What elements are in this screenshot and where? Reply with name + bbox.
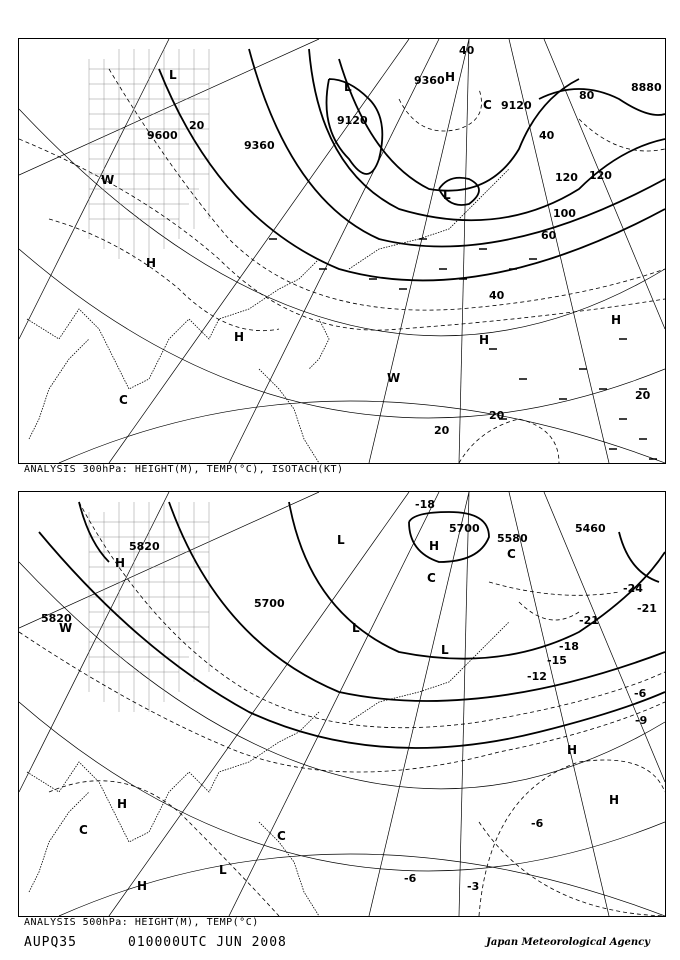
cold-symbol: C xyxy=(119,393,128,407)
height-label: 5820 xyxy=(129,540,160,553)
isotach-labels xyxy=(189,44,651,437)
low-symbol: L xyxy=(441,643,449,657)
height-label: 9600 xyxy=(147,129,178,142)
high-symbol: H xyxy=(137,879,148,893)
valid-time: 010000UTC JUN 2008 xyxy=(128,935,287,950)
meridians xyxy=(19,39,665,463)
low-symbol: L xyxy=(219,863,227,877)
high-symbol: H xyxy=(234,330,245,344)
wind-barbs xyxy=(269,239,657,459)
isotach-label: 20 xyxy=(635,389,651,402)
cold-symbol: C xyxy=(79,823,88,837)
low-symbol: L xyxy=(169,68,177,82)
chart-500hpa xyxy=(18,491,666,917)
isotach-label: 80 xyxy=(579,89,595,102)
warm-symbol: W xyxy=(59,621,73,635)
height-label: 9120 xyxy=(501,99,532,112)
high-symbol: H xyxy=(479,333,490,347)
temp-labels xyxy=(404,498,657,893)
height-label: 5820 xyxy=(41,612,72,625)
high-symbol: H xyxy=(117,797,128,811)
isotach-label: 40 xyxy=(539,129,555,142)
high-symbol: H xyxy=(609,793,620,807)
temp-label: -18 xyxy=(415,498,435,511)
high-symbol: H xyxy=(115,556,126,570)
height-label: 9360 xyxy=(414,74,445,87)
isotach-label: 20 xyxy=(434,424,450,437)
temp-label: -6 xyxy=(634,687,647,700)
parallels xyxy=(19,109,665,463)
coastlines xyxy=(27,169,509,463)
height-label: 9360 xyxy=(244,139,275,152)
caption-300hpa: ANALYSIS 300hPa: HEIGHT(M), TEMP(°C), ISOTACH(KT) xyxy=(24,464,344,475)
height-label: 5460 xyxy=(575,522,606,535)
cold-symbol: C xyxy=(507,547,516,561)
hatch-area xyxy=(89,49,209,259)
temp-label: -9 xyxy=(635,714,648,727)
temp-label: -21 xyxy=(579,614,599,627)
low-symbol: L xyxy=(443,188,451,202)
caption-500hpa: ANALYSIS 500hPa: HEIGHT(M), TEMP(°C) xyxy=(24,917,259,928)
temp-label: -24 xyxy=(623,582,643,595)
high-symbol: H xyxy=(567,743,578,757)
low-symbol: L xyxy=(337,533,345,547)
temp-label: -21 xyxy=(637,602,657,615)
map-300hpa xyxy=(19,39,665,463)
isotachs xyxy=(19,69,665,463)
cold-symbol: C xyxy=(483,98,492,112)
height-label: 8880 xyxy=(631,81,662,94)
temp-label: -6 xyxy=(404,872,417,885)
hatch-area xyxy=(89,502,209,712)
height-label: 5700 xyxy=(254,597,285,610)
height-labels xyxy=(147,74,662,152)
high-symbol: H xyxy=(611,313,622,327)
temp-label: -6 xyxy=(531,817,544,830)
isotach-label: 120 xyxy=(589,169,612,182)
temp-label: -15 xyxy=(547,654,567,667)
warm-symbol: W xyxy=(101,173,115,187)
temp-label: -3 xyxy=(467,880,480,893)
low-symbol: L xyxy=(344,80,352,94)
low-symbol: L xyxy=(352,621,360,635)
map-500hpa xyxy=(19,492,665,916)
agency-name: Japan Meteorological Agency xyxy=(486,937,650,948)
height-label: 9120 xyxy=(337,114,368,127)
height-labels xyxy=(41,522,606,625)
chart-300hpa xyxy=(18,38,666,464)
height-label: 5580 xyxy=(497,532,528,545)
isotach-label: 20 xyxy=(189,119,205,132)
coastlines xyxy=(27,622,509,916)
isotach-label: 100 xyxy=(553,207,576,220)
isotach-label: 40 xyxy=(489,289,505,302)
pressure-systems xyxy=(59,533,619,893)
temp-label: -18 xyxy=(559,640,579,653)
cold-symbol: C xyxy=(277,829,286,843)
high-symbol: H xyxy=(429,539,440,553)
isotach-label: 20 xyxy=(489,409,505,422)
cold-symbol: C xyxy=(427,571,436,585)
temp-label: -12 xyxy=(527,670,547,683)
isotach-label: 40 xyxy=(459,44,475,57)
isotach-label: 120 xyxy=(555,171,578,184)
height-contours xyxy=(159,49,665,280)
isotach-label: 60 xyxy=(541,229,557,242)
high-symbol: H xyxy=(445,70,456,84)
warm-symbol: W xyxy=(387,371,401,385)
high-symbol: H xyxy=(146,256,157,270)
chart-code: AUPQ35 xyxy=(24,935,77,950)
height-label: 5700 xyxy=(449,522,480,535)
